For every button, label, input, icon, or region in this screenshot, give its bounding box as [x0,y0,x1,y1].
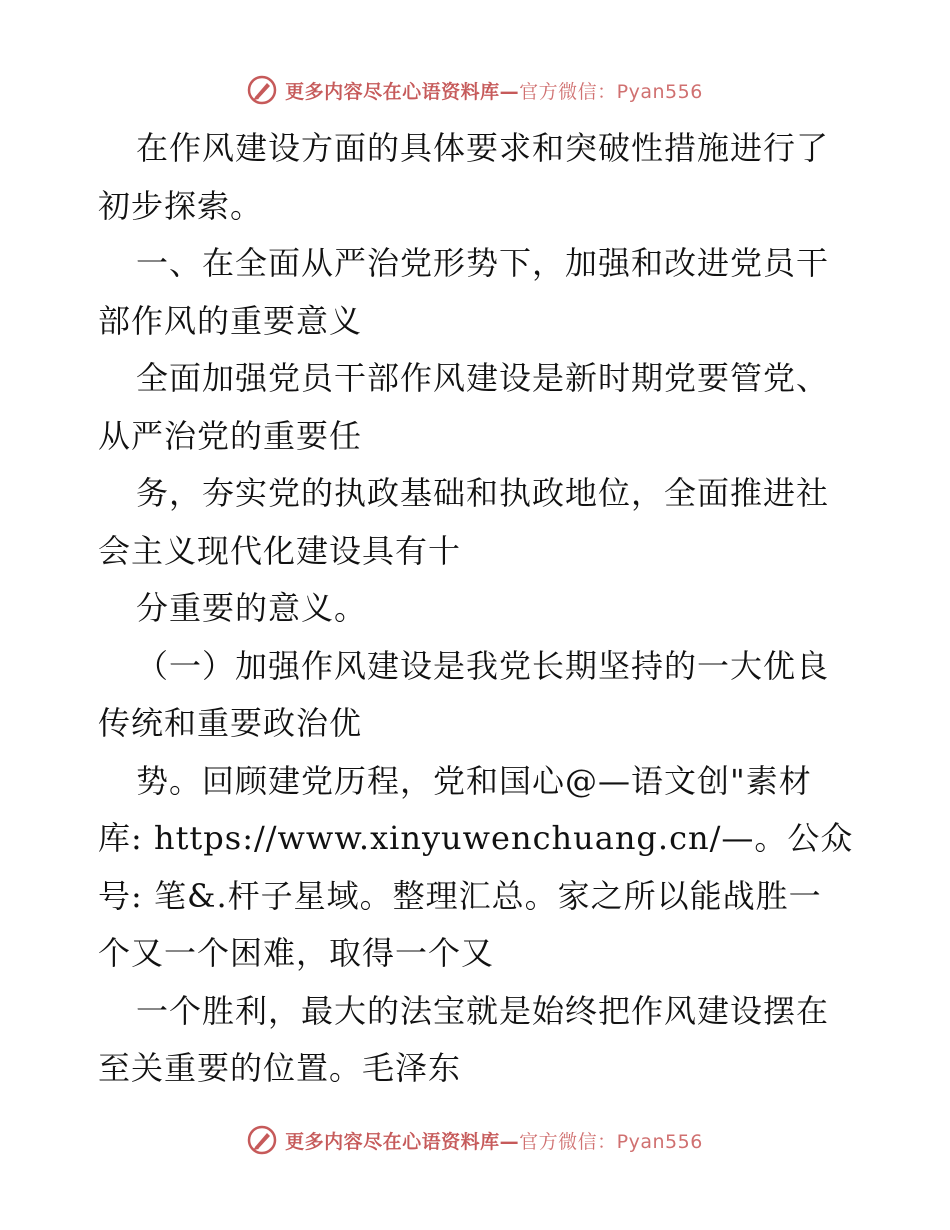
body-line: 会主义现代化建设具有十 [98,531,462,570]
body-line: 从严治党的重要任 [98,416,363,455]
body-line: 全面加强党员干部作风建设是新时期党要管党、 [136,359,830,397]
footer-watermark [0,1120,950,1160]
body-line: 库: https://www.xinyuwenchuang.cn/—。公众 [98,819,854,857]
body-line: 分重要的意义。 [136,589,368,627]
pen-logo-icon [247,1125,277,1155]
header-banner-text: 更多内容尽在心语资料库— [285,80,520,103]
body-line: 初步探索。 [98,186,264,225]
section-heading-1: 一、在全面从严治党形势下，加强和改进党员干 [136,244,830,282]
footer-banner-text: 更多内容尽在心语资料库— [285,1130,520,1153]
section-heading-1-cont: 部作风的重要意义 [98,301,363,340]
body-line: 务，夯实党的执政基础和执政地位，全面推进社 [136,474,830,512]
header-wechat-text: 官方微信：Pyan556 [519,80,703,103]
header-watermark [0,70,950,110]
body-line: 个又一个困难，取得一个又 [98,934,495,972]
body-line: 在作风建设方面的具体要求和突破性措施进行了 [136,129,830,167]
document-body [98,120,858,1098]
subsection-heading-cont: 传统和重要政治优 [98,704,363,742]
footer-wechat-text: 官方微信：Pyan556 [519,1130,703,1153]
body-line: 一个胜利，最大的法宝就是始终把作风建设摆在 [136,991,830,1030]
subsection-heading: （一）加强作风建设是我党长期坚持的一大优良 [136,646,830,685]
body-line: 号: 笔&.杆子星域。整理汇总。家之所以能战胜一 [98,876,822,915]
pen-logo-icon [247,75,277,105]
body-line: 至关重要的位置。毛泽东 [98,1049,462,1087]
body-line: 势。回顾建党历程，党和国心@—语文创"素材 [136,761,812,800]
